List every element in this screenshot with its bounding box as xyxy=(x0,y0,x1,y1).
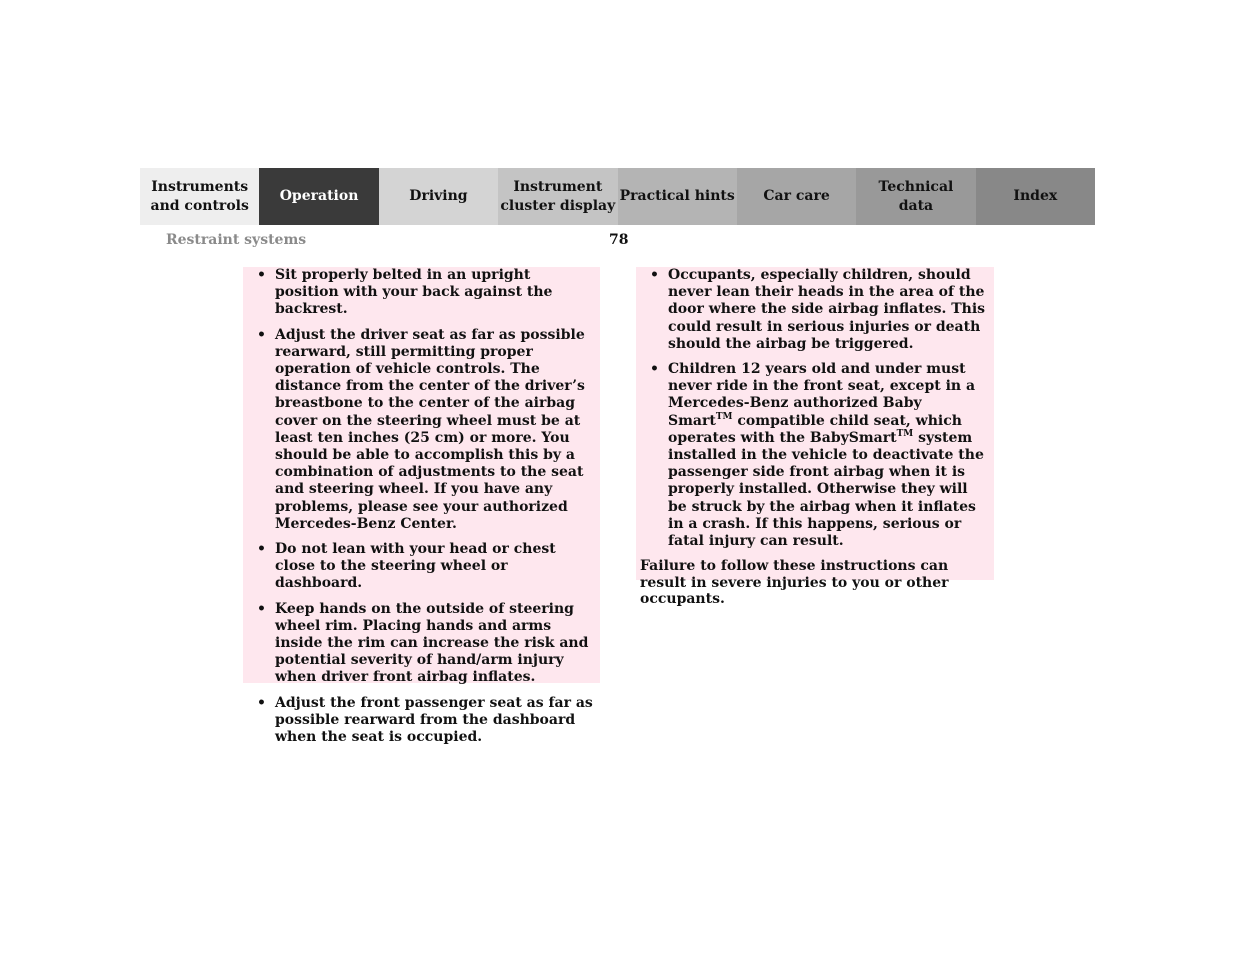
tab-technical-data[interactable]: Technical data xyxy=(856,168,975,225)
tab-instrument-cluster-display[interactable]: Instrument cluster display xyxy=(498,168,617,225)
list-item xyxy=(247,267,596,319)
tab-car-care[interactable]: Car care xyxy=(737,168,856,225)
list-item-text: Adjust the driver seat as far as possible rearward, still permitting proper operation of vehicle controls. The distance from the center of the driver’s breastbone to the center of the airbag cover on the steering wheel must be at least ten inches (25 cm) or more. You should be able to accomplish this by a combination of adjustments to the seat and steering wheel. If you have any problems, please see your authorized Mercedes-Benz Center. xyxy=(275,326,585,532)
trademark-mark: TM xyxy=(715,411,733,422)
list-item xyxy=(247,695,596,747)
bullet-icon: • xyxy=(257,326,266,343)
bullet-icon: • xyxy=(650,267,659,283)
section-title: Restraint systems xyxy=(166,232,307,248)
tab-index[interactable]: Index xyxy=(976,168,1095,225)
warning-list-right xyxy=(640,267,990,550)
list-item-text xyxy=(668,361,984,549)
warning-list-left xyxy=(247,267,596,746)
warning-box-left xyxy=(243,267,600,746)
section-tab-bar xyxy=(140,168,1095,225)
bullet-icon: • xyxy=(257,600,266,617)
warning-box-right xyxy=(636,267,994,608)
list-item xyxy=(640,361,990,550)
bullet-icon: • xyxy=(257,541,266,558)
bullet-icon: • xyxy=(257,694,266,711)
tab-practical-hints[interactable]: Practical hints xyxy=(618,168,737,225)
list-item-text: Do not lean with your head or chest close to the steering wheel or dashboard. xyxy=(275,541,556,592)
trademark-mark: TM xyxy=(896,428,914,439)
list-item xyxy=(247,541,596,593)
warning-footer: Failure to follow these instructions can result in severe injuries to you or other occupants. xyxy=(640,558,949,608)
list-item xyxy=(640,267,990,353)
tab-instruments-and-controls[interactable]: Instruments and controls xyxy=(140,168,259,225)
list-item-text: Occupants, especially children, should never lean their heads in the area of the door where the side airbag inflates. This could result in serious injuries or death should the airbag be triggered. xyxy=(668,267,986,352)
bullet-icon: • xyxy=(257,267,266,283)
text-segment: Children 12 years old and under must never ride in the front seat, except in a Mercedes-Benz authorized Baby Smart xyxy=(668,361,976,429)
list-item xyxy=(247,327,596,533)
list-item-text: Sit properly belted in an upright position with your back against the backrest. xyxy=(275,267,553,318)
page-number: 78 xyxy=(609,232,629,248)
list-item xyxy=(247,601,596,687)
list-item-text: Keep hands on the outside of steering wheel rim. Placing hands and arms inside the rim can increase the risk and potential severity of hand/arm injury when driver front airbag inflates. xyxy=(275,600,589,686)
tab-operation[interactable]: Operation xyxy=(259,168,378,225)
text-segment: compatible child seat, which operates with the BabySmart xyxy=(668,412,962,446)
text-segment: system installed in the vehicle to deactivate the passenger side front airbag when it is properly installed. Otherwise they will be struck by the airbag when it inflates in a crash. If this happens, serious or fatal injury can result. xyxy=(668,429,984,550)
tab-driving[interactable]: Driving xyxy=(379,168,498,225)
list-item-text: Adjust the front passenger seat as far as possible rearward from the dashboard when the seat is occupied. xyxy=(275,694,593,746)
bullet-icon: • xyxy=(650,361,659,378)
